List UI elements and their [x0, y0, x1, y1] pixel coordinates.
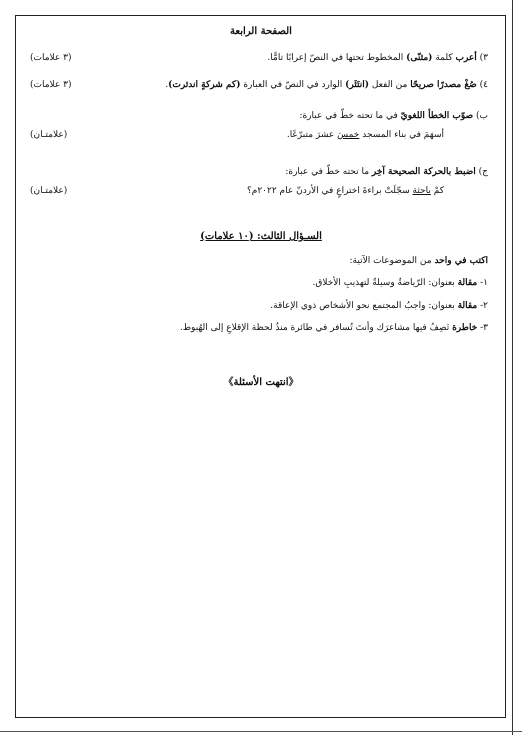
- topic-kind: مقالة: [457, 278, 478, 288]
- part-c-marks: (علامتـان): [30, 186, 68, 196]
- question-3: [267, 53, 488, 63]
- q3-word: (مثنّى): [406, 53, 433, 63]
- question-4: [165, 80, 488, 90]
- part-c-sentence-a: كمْ: [430, 186, 444, 196]
- q4-number: ٤): [476, 80, 488, 90]
- q4-text-c: الوارد في النصّ في العبارة: [240, 80, 346, 90]
- q3-text-c: المخطوط تحتها في النصّ إعرابًا تامًّا.: [267, 53, 407, 63]
- part-c-prefix: ج): [475, 167, 488, 177]
- q4-phrase: (كم شركةٍ اندثرت): [168, 80, 241, 90]
- topic-number: ١-: [477, 278, 488, 288]
- q4-marks: (٣ علامات): [30, 80, 72, 90]
- q3-text-b: كلمة: [432, 53, 456, 63]
- part-c-underlined-word: باحثة: [412, 186, 431, 196]
- scan-edge-right: [512, 0, 513, 735]
- part-c-rest: ما تحته خطّ في عبارة:: [285, 167, 372, 177]
- part-b-underlined-word: خمسَ: [337, 130, 360, 140]
- q3-verb: أعرب: [455, 53, 477, 63]
- topic-kind: خاطرة: [452, 323, 478, 333]
- q4-word: (انتَثَر): [345, 80, 369, 90]
- q3-number: ٣): [476, 53, 488, 63]
- topic-number: ٢-: [477, 301, 488, 311]
- topic-item: [180, 323, 488, 333]
- topic-kind: مقالة: [457, 301, 478, 311]
- part-c-sentence-b: سجّلَتْ براءةَ اختراعٍ في الأردنّ عام ٢٠٢٢م؟: [246, 186, 413, 196]
- end-of-questions: [0, 373, 522, 388]
- part-c-instruction: [285, 167, 488, 177]
- part-b-sentence-a: أسهَمَ في بناء المسجد: [359, 130, 444, 140]
- q4-verb: صُغْ مصدرًا صريحًا: [410, 80, 477, 90]
- topic-text: تَصِفُ فيها مشاعرَك وأنتَ تُسافر في طائرة منذُ لحظة الإقلاعِ إلى الهُبوط.: [179, 323, 453, 333]
- topic-item: [270, 301, 488, 311]
- scan-edge-bottom: [0, 731, 522, 732]
- topic-text: بعنوان: الرّياضةُ وسيلةٌ لتهذيبِ الأخلاق.: [312, 278, 458, 288]
- part-b-marks: (علامتـان): [30, 130, 68, 140]
- question-three-instruction: [350, 256, 489, 266]
- end-of-questions-text: 《انتهت الأسئلة》: [223, 377, 299, 388]
- part-b-verb: صوّب الخطأ اللغويّ: [400, 111, 474, 121]
- part-b-prefix: ب): [473, 111, 488, 121]
- topic-number: ٣-: [477, 323, 488, 333]
- page-title: [0, 26, 522, 37]
- part-b-rest: في ما تحته خطّ في عبارة:: [299, 111, 401, 121]
- page-title-text: الصفحة الرابعة: [230, 26, 292, 37]
- part-c-sentence: [247, 186, 444, 196]
- part-b-instruction: [299, 111, 488, 121]
- q4-text-d: .: [165, 80, 169, 90]
- part-b-sentence: [287, 130, 444, 140]
- instruction-b: واحد: [434, 256, 452, 266]
- part-b-sentence-b: عشرَ متبرّعًا.: [286, 130, 338, 140]
- instruction-a: اكتب في: [451, 256, 488, 266]
- topic-text: بعنوان: واجبُ المجتمع نحو الأشخاص ذوي الإعاقة.: [270, 301, 458, 311]
- question-three-heading: [0, 231, 522, 242]
- instruction-c: من الموضوعات الآتية:: [349, 256, 435, 266]
- q4-text-b: من الفعل: [369, 80, 411, 90]
- topic-item: [312, 278, 488, 288]
- part-c-verb: اضبط بالحركة الصحيحة آخِر: [371, 167, 476, 177]
- q3-marks: (٣ علامات): [30, 53, 72, 63]
- question-three-heading-text: السـؤال الثالث: (١٠ علامات): [200, 231, 322, 242]
